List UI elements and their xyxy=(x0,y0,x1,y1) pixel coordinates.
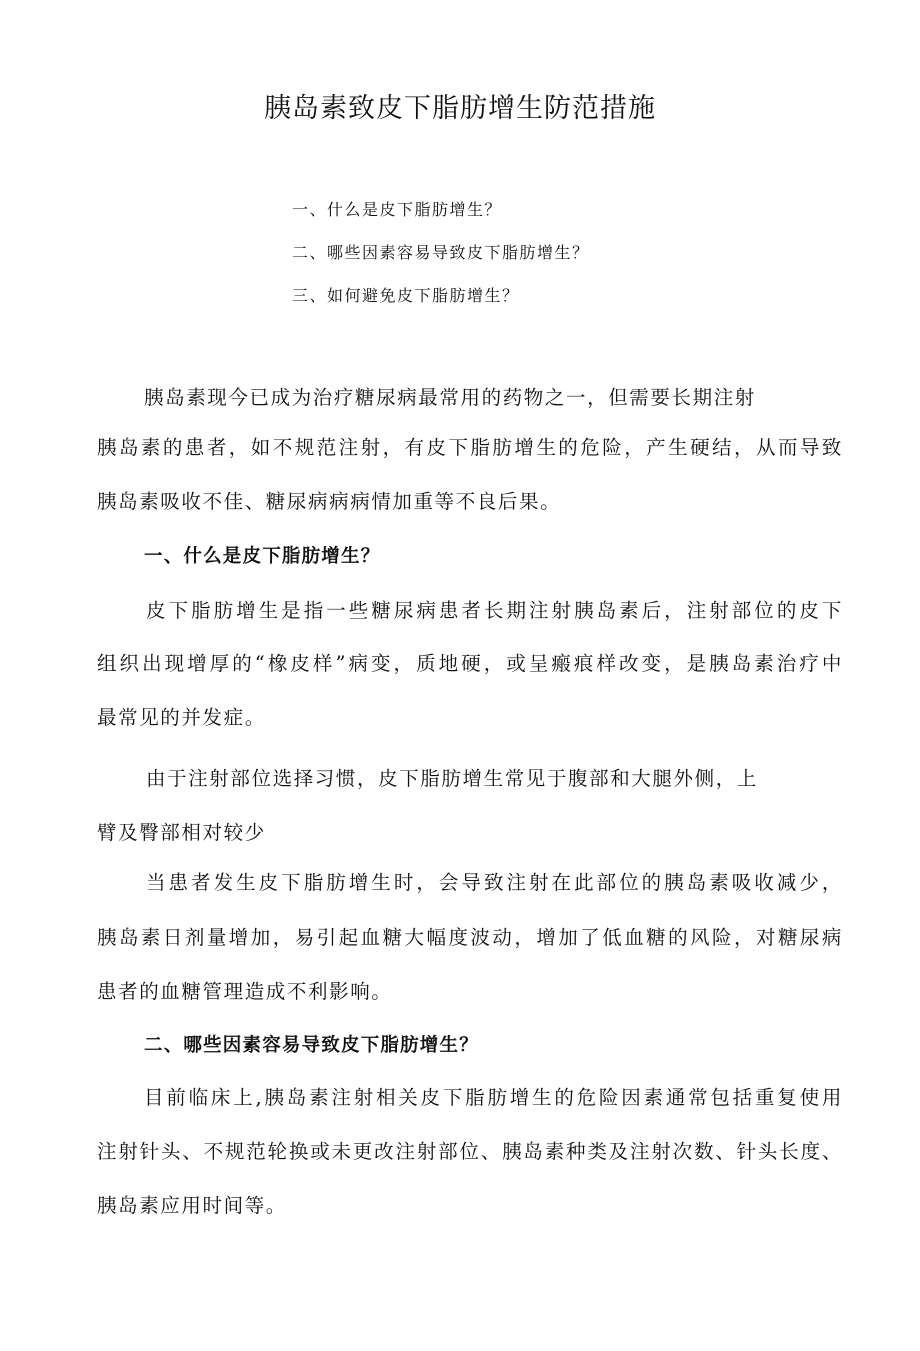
section-1-p3-line-2: 胰岛素日剂量增加，易引起血糖大幅度波动，增加了低血糖的风险，对糖尿病 xyxy=(97,926,843,949)
toc-item-1: 一、什么是皮下脂肪增生？ xyxy=(292,200,503,219)
intro-line-3: 胰岛素吸收不佳、糖尿病病病情加重等不良后果。 xyxy=(97,490,562,513)
intro-line-2: 胰岛素的患者，如不规范注射，有皮下脂肪增生的危险，产生硬结，从而导致 xyxy=(97,436,843,459)
section-1-heading: 一、什么是皮下脂肪增生？ xyxy=(144,546,381,567)
section-1-p1-line-3: 最常见的并发症。 xyxy=(97,706,266,729)
table-of-contents xyxy=(292,196,590,325)
section-2-p1-line-3: 胰岛素应用时间等。 xyxy=(97,1194,287,1217)
section-1-p1-line-2: 组织出现增厚的“橡皮样”病变，质地硬，或呈瘢痕样改变，是胰岛素治疗中 xyxy=(97,652,843,675)
section-2-p1-line-1: 目前临床上,胰岛素注射相关皮下脂肪增生的危险因素通常包括重复使用 xyxy=(144,1086,843,1109)
section-1-p2-line-2: 臂及臀部相对较少 xyxy=(97,821,266,844)
document-title: 胰岛素致皮下脂肪增生防范措施 xyxy=(264,93,656,124)
toc-item-3: 三、如何避免皮下脂肪增生？ xyxy=(292,286,520,305)
intro-line-1: 胰岛素现今已成为治疗糖尿病最常用的药物之一，但需要长期注射 xyxy=(144,386,756,409)
section-1-p2-line-1: 由于注射部位选择习惯，皮下脂肪增生常见于腹部和大腿外侧，上 xyxy=(146,767,758,790)
toc-item-2: 二、哪些因素容易导致皮下脂肪增生？ xyxy=(292,243,590,262)
section-2-p1-line-2: 注射针头、不规范轮换或未更改注射部位、胰岛素种类及注射次数、针头长度、 xyxy=(97,1140,843,1163)
section-1-p3-line-3: 患者的血糖管理造成不利影响。 xyxy=(97,980,393,1003)
section-2-heading: 二、哪些因素容易导致皮下脂肪增生？ xyxy=(144,1035,479,1056)
section-1-p1-line-1: 皮下脂肪增生是指一些糖尿病患者长期注射胰岛素后，注射部位的皮下 xyxy=(146,599,843,622)
section-1-p3-line-1: 当患者发生皮下脂肪增生时，会导致注射在此部位的胰岛素吸收减少， xyxy=(146,871,843,894)
